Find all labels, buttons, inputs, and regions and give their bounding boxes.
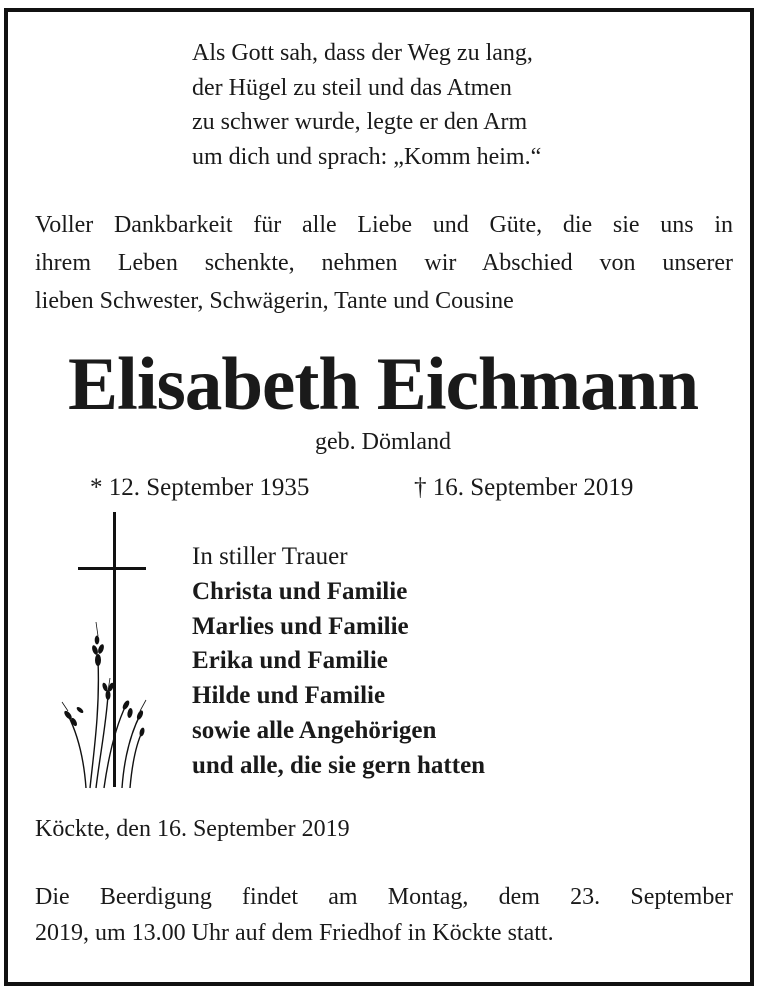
death-date: † 16. September 2019	[414, 474, 634, 501]
maiden-name: geb. Dömland	[315, 429, 451, 455]
mourner-name: Marlies und Familie	[192, 612, 409, 640]
mourner-name: Christa und Familie	[192, 577, 408, 605]
cross-with-wheat-icon	[60, 510, 160, 795]
intro-line: lieben Schwester, Schwägerin, Tante und Cousine	[35, 288, 514, 314]
intro-line: Voller Dankbarkeit für alle Liebe und Güte, die sie uns in	[35, 212, 733, 238]
poem-line: der Hügel zu steil und das Atmen	[192, 74, 512, 101]
funeral-line: 2019, um 13.00 Uhr auf dem Friedhof in Köckte statt.	[35, 920, 554, 946]
mourners	[192, 540, 485, 784]
funeral-line: Die Beerdigung findet am Montag, dem 23. September	[35, 884, 733, 910]
intro-line: ihrem Leben schenkte, nehmen wir Abschied von unserer	[35, 250, 733, 276]
mourner-name: sowie alle Angehörigen	[192, 716, 437, 744]
place-and-date: Köckte, den 16. September 2019	[35, 816, 350, 842]
poem-line: zu schwer wurde, legte er den Arm	[192, 109, 528, 135]
mourners-heading: In stiller Trauer	[192, 543, 348, 570]
birth-date: * 12. September 1935	[90, 474, 310, 501]
poem-line: Als Gott sah, dass der Weg zu lang,	[192, 40, 533, 66]
mourner-name: und alle, die sie gern hatten	[192, 751, 486, 779]
deceased-name: Elisabeth Eichmann	[67, 343, 699, 426]
poem	[192, 36, 541, 174]
funeral-info	[35, 879, 733, 951]
mourner-name: Hilde und Familie	[192, 682, 386, 710]
mourner-name: Erika und Familie	[192, 647, 388, 675]
intro-text	[35, 206, 733, 320]
poem-line: um dich und sprach: „Komm heim.“	[192, 143, 542, 170]
